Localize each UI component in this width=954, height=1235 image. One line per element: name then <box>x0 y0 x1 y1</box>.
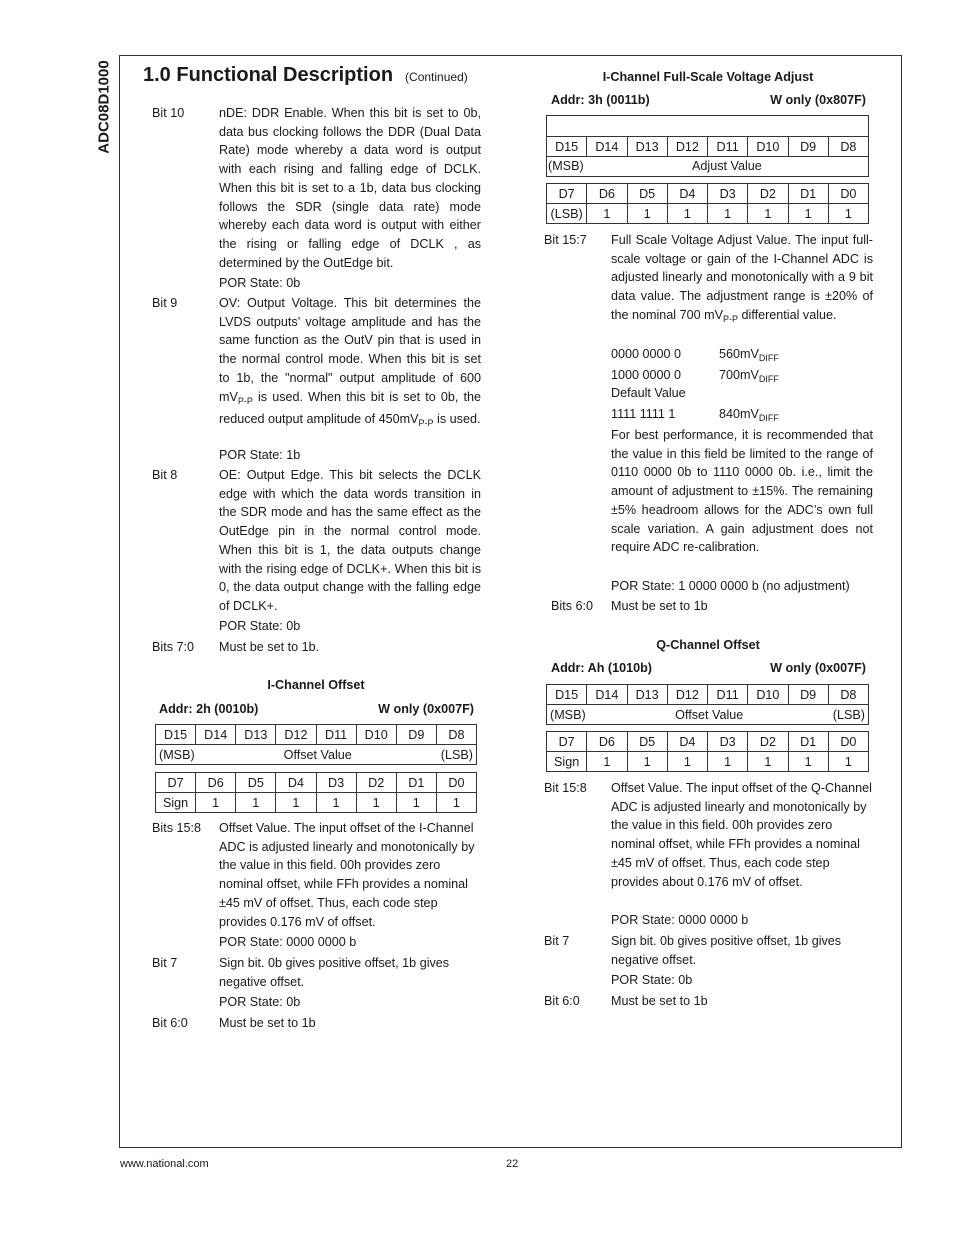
field-cell: (MSB) Offset Value (LSB) <box>547 705 869 725</box>
bit-cell: D4 <box>667 732 707 752</box>
q-offset-high-field <box>547 705 869 725</box>
bits70-label: Bits 7:0 <box>152 640 194 654</box>
bit-cell: D2 <box>356 773 396 793</box>
i-offset-b158-text: Offset Value. The input offset of the I-Channel ADC is adjusted linearly and monotonically by the value in this field. 00h provides zero nominal offset, while FFh provides a nominal ±45 mV of offset. Thus, each code step provides 0.176 mV of offset. <box>219 821 475 929</box>
value-cell: Sign <box>156 793 196 813</box>
q-offset-low-values <box>547 752 869 772</box>
q-offset-b158-por: POR State: 0000 0000 b <box>611 913 749 927</box>
bit-cell: D2 <box>748 732 788 752</box>
bit-cell: D3 <box>708 732 748 752</box>
value-cell: 1 <box>708 752 748 772</box>
value-cell: 1 <box>316 793 356 813</box>
bit-cell: D9 <box>788 137 828 157</box>
value-cell: 1 <box>436 793 476 813</box>
i-offset-high-field <box>156 745 477 765</box>
i-offset-b158-por: POR State: 0000 0000 b <box>219 935 357 949</box>
value-cell: 1 <box>828 204 868 224</box>
ifs-high-bits <box>547 137 869 157</box>
bit-cell: D14 <box>587 137 627 157</box>
bit10-text: nDE: DDR Enable. When this bit is set to 0b, data bus clocking follows the DDR (Dual Data Rate) mode whereby a data word is output with each rising and falling edge of DCLK. When this bit is set to a 1b, data bus clocking follows the SDR (single data rate) mode whereby each data word is output with either the rising or falling edge of DCLK , as determined by the OutEdge bit. <box>219 106 481 270</box>
bit-cell: D3 <box>708 184 748 204</box>
bit-cell: D15 <box>156 725 196 745</box>
ifs-low-bits <box>547 184 869 204</box>
value-cell: 1 <box>667 752 707 772</box>
bit-cell: D4 <box>667 184 707 204</box>
bit8-text: OE: Output Edge. This bit selects the DCLK edge with which the data words transition in the SDR mode and has the same effect as the OutEdge pin in the normal control mode. When this bit is 1, the data outputs change with the rising edge of DCLK+. When this bit is 0, the data output change with the falling edge of DCLK+. <box>219 468 481 613</box>
ifs-b60-text: Must be set to 1b <box>611 599 708 613</box>
ifs-default-label: Default Value <box>611 386 686 400</box>
bit-cell: D7 <box>156 773 196 793</box>
bit-cell: D5 <box>236 773 276 793</box>
bit-cell: D1 <box>788 184 828 204</box>
ifs-high-table <box>546 136 869 177</box>
page-number: 22 <box>506 1158 519 1170</box>
bit8-por: POR State: 0b <box>219 619 301 633</box>
i-offset-b60-text: Must be set to 1b <box>219 1016 316 1030</box>
i-offset-low-table <box>155 772 477 813</box>
value-cell: 1 <box>627 204 667 224</box>
q-offset-b7-por: POR State: 0b <box>611 973 693 987</box>
i-offset-b60-label: Bit 6:0 <box>152 1016 188 1030</box>
bit-cell: D10 <box>356 725 396 745</box>
bit9-text: OV: Output Voltage. This bit determines the LVDS outputs’ voltage amplitude and has the same function as the OutV pin that is used in the normal control mode. When this bit is set to 1b, the "normal" output amplitude of 600 $mV_{P-P}$ is used. When this bit is set to 0b, the reduced output amplitude of $450mV_{P-P}$ is used. <box>219 296 481 429</box>
bit-cell: D6 <box>587 732 627 752</box>
q-offset-title: Q-Channel Offset <box>656 638 760 652</box>
bit-cell: D9 <box>396 725 436 745</box>
q-offset-b7-text: Sign bit. 0b gives positive offset, 1b gives negative offset. <box>611 934 842 967</box>
ifs-title: I-Channel Full-Scale Voltage Adjust <box>602 70 814 84</box>
value-cell: 1 <box>276 793 316 813</box>
value-cell: 1 <box>828 752 868 772</box>
ifs-low-table <box>546 183 869 224</box>
i-offset-title: I-Channel Offset <box>267 678 365 692</box>
bit-cell: D13 <box>627 137 667 157</box>
q-offset-low-bits <box>547 732 869 752</box>
bit-cell: D9 <box>788 685 828 705</box>
q-offset-access: W only (0x007F) <box>770 661 866 675</box>
bit-cell: D1 <box>788 732 828 752</box>
i-offset-high-bits <box>156 725 477 745</box>
bit-cell: D7 <box>547 732 587 752</box>
q-offset-b158-label: Bit 15:8 <box>544 781 587 795</box>
bit10-por: POR State: 0b <box>219 276 301 290</box>
value-cell: 1 <box>587 204 627 224</box>
value-cell: 1 <box>627 752 667 772</box>
bit-cell: D8 <box>828 685 868 705</box>
bit-cell: D15 <box>547 685 587 705</box>
ifs-addr: Addr: 3h (0011b) <box>551 93 650 107</box>
bit9-label: Bit 9 <box>152 296 178 310</box>
section-title <box>143 64 468 87</box>
bit-cell: D8 <box>828 137 868 157</box>
value-cell: 1 <box>396 793 436 813</box>
bit-cell: D11 <box>708 685 748 705</box>
value-cell: 1 <box>356 793 396 813</box>
bit-cell: D6 <box>196 773 236 793</box>
value-cell: 1 <box>788 204 828 224</box>
ifs-value-2: $840mV_{DIFF}$ <box>719 407 779 423</box>
ifs-b157-text: Full Scale Voltage Adjust Value. The input full-scale voltage or gain of the I-Channel ADC is adjusted linearly and monotonically with a 9 bit data value. The adjustment range is ±20% of the nominal 700 $mV_{P-P}$ differential value. <box>611 233 873 324</box>
value-cell: 1 <box>788 752 828 772</box>
bit-cell: D15 <box>547 137 587 157</box>
q-offset-b158-text: Offset Value. The input offset of the Q-Channel ADC is adjusted linearly and monotonically by the value in this field. 00h provides zero nominal offset, while FFh provides a nominal ±45 mV of offset. Thus, each code step provides about 0.176 mV of offset. <box>611 781 872 889</box>
value-cell: 1 <box>708 204 748 224</box>
bit-cell: D3 <box>316 773 356 793</box>
q-offset-high-bits <box>547 685 869 705</box>
q-offset-b7-label: Bit 7 <box>544 934 570 948</box>
bit-cell: D14 <box>196 725 236 745</box>
q-offset-b60-text: Must be set to 1b <box>611 994 708 1008</box>
bit-cell: D11 <box>316 725 356 745</box>
footer-website-link[interactable]: www.national.com <box>120 1158 209 1170</box>
i-offset-high-table <box>155 724 477 765</box>
bit-cell: D7 <box>547 184 587 204</box>
bit-cell: D0 <box>436 773 476 793</box>
bit-cell: D0 <box>828 732 868 752</box>
ifs-high-field <box>547 157 869 177</box>
i-offset-b7-por: POR State: 0b <box>219 995 301 1009</box>
bit-cell: D1 <box>396 773 436 793</box>
ifs-low-values <box>547 204 869 224</box>
q-offset-b60-label: Bit 6:0 <box>544 994 580 1008</box>
bit-cell: D13 <box>627 685 667 705</box>
i-offset-b7-text: Sign bit. 0b gives positive offset, 1b gives negative offset. <box>219 956 450 989</box>
bit-cell: D14 <box>587 685 627 705</box>
bit9-por: POR State: 1b <box>219 448 301 462</box>
ifs-code-1: 1000 0000 0 <box>611 368 682 382</box>
i-offset-b7-label: Bit 7 <box>152 956 178 970</box>
bits70-text: Must be set to 1b. <box>219 640 320 654</box>
bit-cell: D5 <box>627 184 667 204</box>
i-offset-low-values <box>156 793 477 813</box>
bit-cell: D10 <box>748 685 788 705</box>
ifs-b157-por: POR State: 1 0000 0000 b (no adjustment) <box>611 579 850 593</box>
ifs-code-0: 0000 0000 0 <box>611 347 682 361</box>
bit-cell: D8 <box>436 725 476 745</box>
section-title-continued: (Continued) <box>405 70 468 84</box>
bit-cell: D5 <box>627 732 667 752</box>
value-cell: 1 <box>748 204 788 224</box>
ifs-access: W only (0x807F) <box>770 93 866 107</box>
q-offset-addr: Addr: Ah (1010b) <box>551 661 652 675</box>
q-offset-high-table <box>546 684 869 725</box>
bit-cell: D12 <box>667 685 707 705</box>
ifs-blank-row <box>546 115 869 136</box>
i-offset-access: W only (0x007F) <box>378 702 474 716</box>
bit-cell: D11 <box>708 137 748 157</box>
bit-cell: D12 <box>276 725 316 745</box>
field-cell: (MSB) Offset Value (LSB) <box>156 745 477 765</box>
value-cell: 1 <box>236 793 276 813</box>
section-title-main: 1.0 Functional Description <box>143 64 394 86</box>
bit-cell: D0 <box>828 184 868 204</box>
bit-cell: D10 <box>748 137 788 157</box>
bit-cell: D2 <box>748 184 788 204</box>
ifs-recommendation-text: For best performance, it is recommended that the value in this field be limited to the range of 0110 0000 0b to 1110 0000 0b. i.e., limit the amount of adjustment to ±15%. The remaining ±5% headroom allows for the ADC’s own full scale variation. A gain adjustment does not require ADC re-calibration. <box>611 428 873 555</box>
field-cell: (MSB) Adjust Value <box>547 157 869 177</box>
value-cell: 1 <box>587 752 627 772</box>
value-cell: 1 <box>748 752 788 772</box>
ifs-b60-label: Bits 6:0 <box>551 599 593 613</box>
ifs-b157-label: Bit 15:7 <box>544 233 587 247</box>
value-cell: Sign <box>547 752 587 772</box>
ifs-value-1: $700mV_{DIFF}$ <box>719 368 779 384</box>
i-offset-b158-label: Bits 15:8 <box>152 821 202 835</box>
ifs-value-0: $560mV_{DIFF}$ <box>719 347 779 363</box>
value-cell: 1 <box>667 204 707 224</box>
side-part-number: ADC08D1000 <box>95 60 113 154</box>
i-offset-addr: Addr: 2h (0010b) <box>159 702 259 716</box>
ifs-code-2: 1111 1111 1 <box>611 407 676 421</box>
bit-cell: D6 <box>587 184 627 204</box>
value-cell: (LSB) <box>547 204 587 224</box>
bit-cell: D12 <box>667 137 707 157</box>
bit-cell: D4 <box>276 773 316 793</box>
value-cell: 1 <box>196 793 236 813</box>
i-offset-low-bits <box>156 773 477 793</box>
bit8-label: Bit 8 <box>152 468 178 482</box>
q-offset-low-table <box>546 731 869 772</box>
bit10-label: Bit 10 <box>152 106 185 120</box>
bit-cell: D13 <box>236 725 276 745</box>
